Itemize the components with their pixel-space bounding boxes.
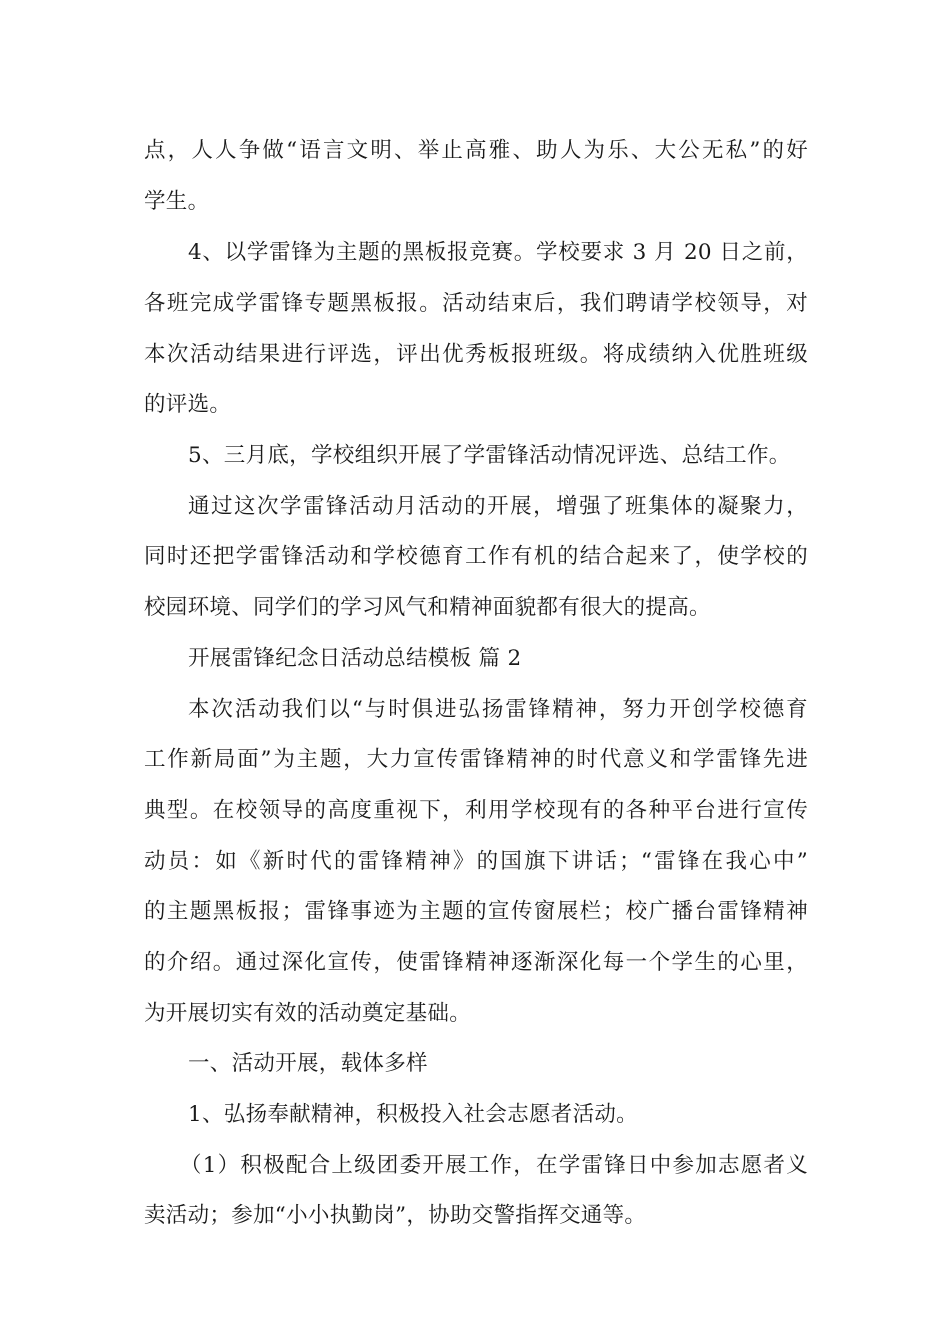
text-line: 典型。在校领导的高度重视下，利用学校现有的各种平台进行宣传 [144, 798, 808, 823]
text-line: 同时还把学雷锋活动和学校德育工作有机的结合起来了，使学校的 [144, 544, 808, 569]
text-line: 通过这次学雷锋活动月活动的开展，增强了班集体的凝聚力， [188, 494, 808, 519]
text-line: 为开展切实有效的活动奠定基础。 [144, 1001, 472, 1026]
text-line: 工作新局面”为主题，大力宣传雷锋精神的时代意义和学雷锋先进 [144, 747, 808, 772]
text-line: 本次活动结果进行评选，评出优秀板报班级。将成绩纳入优胜班级 [144, 342, 808, 367]
text-line: 校园环境、同学们的学习风气和精神面貌都有很大的提高。 [144, 595, 711, 620]
text-line: （1）积极配合上级团委开展工作，在学雷锋日中参加志愿者义 [180, 1153, 808, 1178]
text-line: 的主题黑板报；雷锋事迹为主题的宣传窗展栏；校广播台雷锋精神 [144, 899, 808, 924]
text-line: 动员：如《新时代的雷锋精神》的国旗下讲话；“雷锋在我心中” [144, 849, 808, 874]
section-heading: 开展雷锋纪念日活动总结模板 篇 2 [188, 646, 522, 671]
text-line: 的评选。 [144, 392, 232, 417]
text-line: 的介绍。通过深化宣传，使雷锋精神逐渐深化每一个学生的心里， [144, 950, 808, 975]
text-line: 4、以学雷锋为主题的黑板报竞赛。学校要求 3 月 20 日之前， [188, 240, 808, 265]
subheading: 一、活动开展，载体多样 [188, 1051, 428, 1076]
text-line: 学生。 [144, 189, 210, 214]
text-line: 各班完成学雷锋专题黑板报。活动结束后，我们聘请学校领导，对 [144, 291, 808, 316]
text-line: 5、三月底，学校组织开展了学雷锋活动情况评选、总结工作。 [188, 443, 791, 468]
text-line: 点，人人争做“语言文明、举止高雅、助人为乐、大公无私”的好 [144, 138, 808, 163]
text-line: 本次活动我们以“与时俱进弘扬雷锋精神，努力开创学校德育 [188, 697, 808, 722]
text-line: 1、弘扬奉献精神，积极投入社会志愿者活动。 [188, 1102, 638, 1127]
text-line: 卖活动；参加“小小执勤岗”，协助交警指挥交通等。 [144, 1203, 647, 1228]
